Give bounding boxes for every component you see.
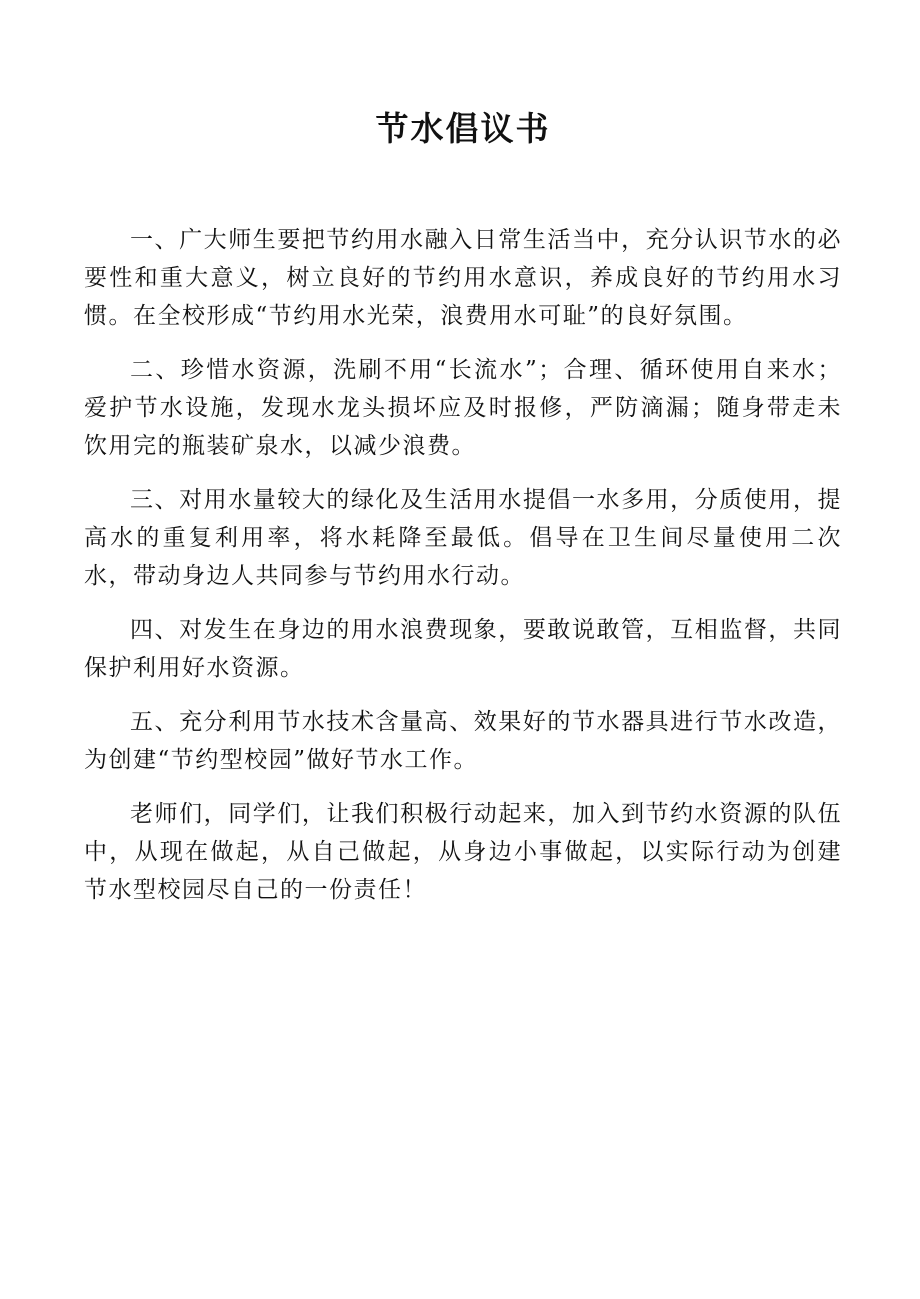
document-body (84, 221, 842, 909)
paragraph-3: 三、对用水量较大的绿化及生活用水提倡一水多用，分质使用，提高水的重复利用率，将水耗降至最低。倡导在卫生间尽量使用二次水，带动身边人共同参与节约用水行动。 (84, 487, 842, 589)
document-title: 节水倡议书 (375, 109, 551, 148)
paragraph-5: 五、充分利用节水技术含量高、效果好的节水器具进行节水改造，为创建“节约型校园”做好节水工作。 (84, 709, 842, 773)
paragraph-1: 一、广大师生要把节约用水融入日常生活当中，充分认识节水的必要性和重大意义，树立良好的节约用水意识，养成良好的节约用水习惯。在全校形成“节约用水光荣，浪费用水可耻”的良好氛围。 (84, 227, 842, 329)
paragraph-4: 四、对发生在身边的用水浪费现象，要敢说敢管，互相监督，共同保护利用好水资源。 (84, 617, 842, 681)
paragraph-2: 二、珍惜水资源，洗刷不用“长流水”；合理、循环使用自来水；爱护节水设施，发现水龙头损坏应及时报修，严防滴漏；随身带走未饮用完的瓶装矿泉水，以减少浪费。 (84, 357, 842, 459)
paragraph-closing: 老师们，同学们，让我们积极行动起来，加入到节约水资源的队伍中，从现在做起，从自己做起，从身边小事做起，以实际行动为创建节水型校园尽自己的一份责任！ (84, 801, 842, 903)
